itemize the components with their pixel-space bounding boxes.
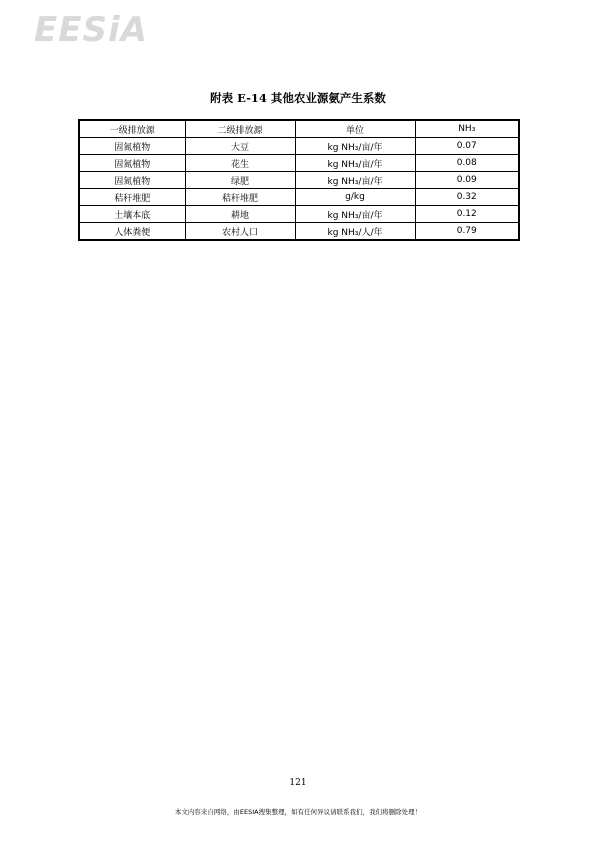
cell-unit: kg NH₃/人/年 (295, 223, 415, 241)
table-row (79, 172, 519, 189)
cell-nh3-value: 0.79 (415, 223, 519, 241)
page-number: 121 (289, 778, 307, 788)
cell-nh3-value: 0.12 (415, 206, 519, 223)
column-header-secondary-source: 二级排放源 (185, 120, 295, 138)
table-row (79, 155, 519, 172)
cell-unit: kg NH₃/亩/年 (295, 138, 415, 155)
cell-nh3-value: 0.32 (415, 189, 519, 206)
cell-unit: kg NH₃/亩/年 (295, 155, 415, 172)
cell-unit: kg NH₃/亩/年 (295, 172, 415, 189)
cell-nh3-value: 0.07 (415, 138, 519, 155)
table-row (79, 138, 519, 155)
cell-primary-source: 固氮植物 (79, 138, 185, 155)
table-row (79, 189, 519, 206)
footer-disclaimer: 本文内容来自网络，由EESIA搜集整理，如有任何异议请联系我们，我们将删除处理！ (174, 808, 422, 816)
cell-primary-source: 人体粪便 (79, 223, 185, 241)
cell-secondary-source: 秸秆堆肥 (185, 189, 295, 206)
column-header-nh3: NH₃ (415, 120, 519, 138)
table-title: 附表 E-14 其他农业源氨产生系数 (210, 91, 386, 105)
cell-secondary-source: 大豆 (185, 138, 295, 155)
eesia-logo: EESiA (34, 10, 148, 50)
cell-secondary-source: 绿肥 (185, 172, 295, 189)
cell-unit: kg NH₃/亩/年 (295, 206, 415, 223)
column-header-primary-source: 一级排放源 (79, 120, 185, 138)
cell-nh3-value: 0.09 (415, 172, 519, 189)
cell-nh3-value: 0.08 (415, 155, 519, 172)
cell-primary-source: 土壤本底 (79, 206, 185, 223)
cell-secondary-source: 农村人口 (185, 223, 295, 241)
cell-secondary-source: 花生 (185, 155, 295, 172)
cell-unit: g/kg (295, 189, 415, 206)
table-row (79, 223, 519, 241)
cell-primary-source: 固氮植物 (79, 172, 185, 189)
cell-primary-source: 固氮植物 (79, 155, 185, 172)
column-header-unit: 单位 (295, 120, 415, 138)
cell-primary-source: 秸秆堆肥 (79, 189, 185, 206)
ammonia-coefficient-table (78, 119, 520, 241)
table-header-row (79, 120, 519, 138)
cell-secondary-source: 耕地 (185, 206, 295, 223)
table-row (79, 206, 519, 223)
